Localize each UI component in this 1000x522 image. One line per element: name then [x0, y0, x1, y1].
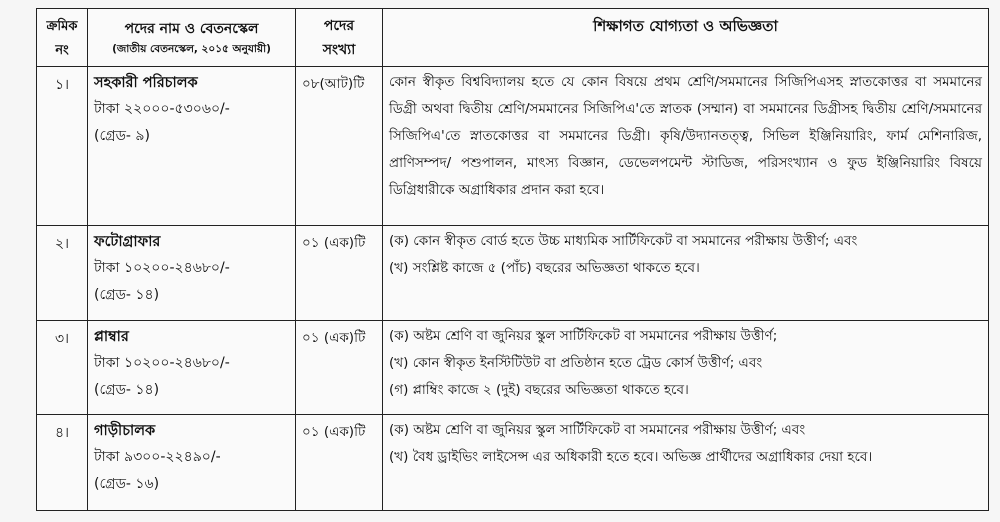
qualification-line: (ক) অষ্টম শ্রেণি বা জুনিয়র স্কুল সার্টিফিকেট বা সমমানের পরীক্ষায় উত্তীর্ণ; [389, 328, 778, 344]
post-count: ০১ (এক)টি [296, 415, 383, 511]
table-header-row [37, 9, 989, 67]
row-serial: ২। [37, 226, 88, 321]
post-title: গাড়ীচালক [94, 423, 156, 439]
table-row [37, 415, 989, 511]
row-serial: ১। [37, 67, 88, 226]
header-post-count [296, 9, 383, 67]
qualification-line: (গ) প্লাম্বিং কাজে ২ (দুই) বছরের অভিজ্ঞতা থাকতে হবে। [389, 382, 689, 398]
qualification-line: (খ) সংশ্লিষ্ট কাজে ৫ (পাঁচ) বছরের অভিজ্ঞতা থাকতে হবে। [389, 260, 700, 276]
qualification-text: কোন স্বীকৃত বিশ্ববিদ্যালয় হতে যে কোন বিষয়ে প্রথম শ্রেণি/সমমানের সিজিপিএসহ স্নাতকোত্তর বা সমমানের ডিগ্রী অথবা দ্বিতীয় শ্রেণি/সমমানের সিজিপিএ'তে স্নাতক (সম্মান) বা সমমানের ডিগ্রীসহ দ্বিতীয় শ্রেণি/সমমানের সিজিপিএ'তে স্নাতকোত্তর বা সমমানের ডিগ্রী। কৃষি/উদ্যানতত্ত্ব, সিভিল ইঞ্জিনিয়ারিং, ফার্ম মেশিনারিজ, প্রাণিসম্পদ/ পশুপালন, মাৎস্য বিজ্ঞান, ডেভেলপমেন্ট স্টাডিজ, পরিসংখ্যান ও ফুড ইঞ্জিনিয়ারিং বিষয়ে ডিগ্রিধারীকে অগ্রাধিকার প্রদান করা হবে। [383, 67, 989, 226]
qualification-line: (খ) কোন স্বীকৃত ইনস্টিটিউট বা প্রতিষ্ঠান হতে ট্রেড কোর্স উত্তীর্ণ; এবং [389, 355, 763, 371]
qualification-line: (ক) কোন স্বীকৃত বোর্ড হতে উচ্চ মাধ্যমিক সার্টিফিকেট বা সমমানের পরীক্ষায় উত্তীর্ণ; এবং [389, 233, 858, 249]
header-serial [37, 9, 88, 67]
table-row [37, 321, 989, 415]
pay-scale: টাকা ২২০০০-৫৩০৬০/- [94, 101, 230, 117]
pay-grade: (গ্রেড- ১৪) [94, 382, 160, 398]
header-name-pay [88, 9, 296, 67]
header-count-line1: পদের [323, 17, 355, 34]
row-post [88, 226, 296, 321]
pay-grade: (গ্রেড- ৯) [94, 128, 150, 144]
qualification-list [383, 321, 989, 415]
qualification-list [383, 226, 989, 321]
header-name-pay-note: (জাতীয় বেতনস্কেল, ২০১৫ অনুযায়ী) [112, 42, 271, 55]
post-title: প্লাম্বার [94, 329, 129, 345]
header-qualification: শিক্ষাগত যোগ্যতা ও অভিজ্ঞতা [383, 9, 989, 67]
header-name-pay-title: পদের নাম ও বেতনস্কেল [124, 20, 259, 37]
post-count: ০৮(আট)টি [296, 67, 383, 226]
pay-scale: টাকা ১০২০০-২৪৬৮০/- [94, 260, 230, 276]
post-title: সহকারী পরিচালক [94, 75, 198, 91]
row-serial: ৩। [37, 321, 88, 415]
table-row [37, 67, 989, 226]
pay-grade: (গ্রেড- ১৪) [94, 287, 160, 303]
row-serial: ৪। [37, 415, 88, 511]
header-serial-line1: ক্রমিক [46, 18, 78, 34]
qualification-line: (খ) বৈধ ড্রাইভিং লাইসেন্স এর অধিকারী হতে হবে। অভিজ্ঞ প্রার্থীদের অগ্রাধিকার দেয়া হবে। [389, 449, 873, 465]
qualification-list [383, 415, 989, 511]
row-post [88, 321, 296, 415]
pay-scale: টাকা ৯৩০০-২২৪৯০/- [94, 449, 221, 465]
qualification-line: (ক) অষ্টম শ্রেণি বা জুনিয়র স্কুল সার্টিফিকেট বা সমমানের পরীক্ষায় উত্তীর্ণ; এবং [389, 422, 806, 438]
row-post [88, 67, 296, 226]
row-post [88, 415, 296, 511]
job-vacancy-table [36, 8, 989, 511]
header-count-line2: সংখ্যা [322, 41, 356, 58]
pay-grade: (গ্রেড- ১৬) [94, 476, 160, 492]
table-row [37, 226, 989, 321]
post-title: ফটোগ্রাফার [94, 234, 161, 250]
pay-scale: টাকা ১০২০০-২৪৬৮০/- [94, 355, 230, 371]
post-count: ০১ (এক)টি [296, 321, 383, 415]
post-count: ০১ (এক)টি [296, 226, 383, 321]
header-serial-line2: নং [55, 42, 69, 58]
